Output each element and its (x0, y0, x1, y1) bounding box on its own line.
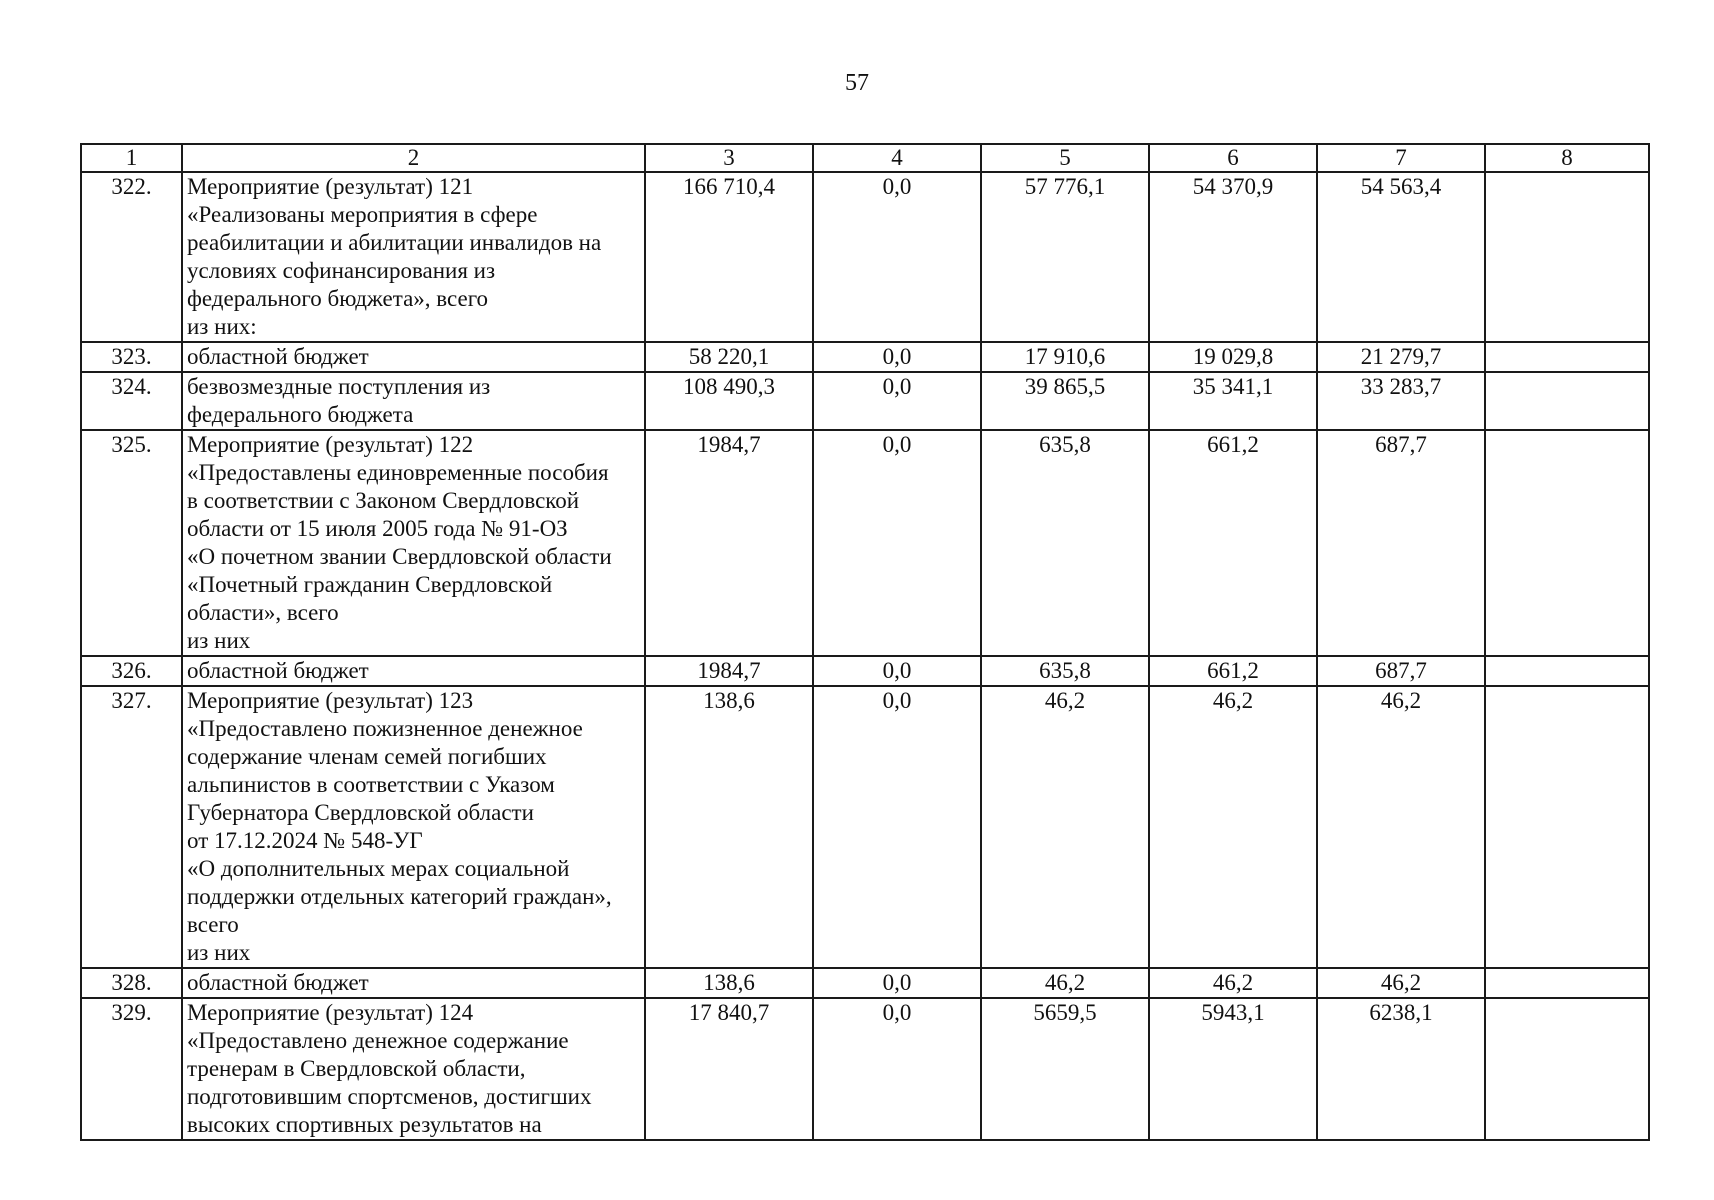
header-col-4: 4 (813, 144, 981, 172)
row-name: Мероприятие (результат) 121 «Реализованы мероприятия в сфере реабилитации и абилитации инвалидов на условиях софинансирования из федерального бюджета», всего из них: (182, 172, 645, 342)
header-col-2: 2 (182, 144, 645, 172)
cell-col-7: 21 279,7 (1317, 342, 1485, 372)
header-col-8: 8 (1485, 144, 1649, 172)
table-row (81, 686, 1649, 968)
table-row (81, 998, 1649, 1140)
row-name: Мероприятие (результат) 123 «Предоставлено пожизненное денежное содержание членам семей погибших альпинистов в соответствии с Указом Губернатора Свердловской области от 17.12.2024 № 548-УГ «О дополнительных мерах социальной поддержки отдельных категорий граждан», всего из них (182, 686, 645, 968)
cell-col-4: 0,0 (813, 372, 981, 430)
row-number: 323. (81, 342, 182, 372)
header-col-7: 7 (1317, 144, 1485, 172)
row-name: областной бюджет (182, 342, 645, 372)
cell-col-6: 19 029,8 (1149, 342, 1317, 372)
cell-col-5: 17 910,6 (981, 342, 1149, 372)
budget-table (80, 143, 1650, 1141)
cell-col-7: 54 563,4 (1317, 172, 1485, 342)
header-col-6: 6 (1149, 144, 1317, 172)
cell-col-6: 35 341,1 (1149, 372, 1317, 430)
cell-col-4: 0,0 (813, 656, 981, 686)
table-row (81, 342, 1649, 372)
row-number: 324. (81, 372, 182, 430)
header-col-5: 5 (981, 144, 1149, 172)
cell-col-3: 138,6 (645, 686, 813, 968)
table-row (81, 656, 1649, 686)
header-col-1: 1 (81, 144, 182, 172)
row-name: Мероприятие (результат) 122 «Предоставлены единовременные пособия в соответствии с Законом Свердловской области от 15 июля 2005 года № 91-ОЗ «О почетном звании Свердловской области «Почетный гражданин Свердловской области», всего из них (182, 430, 645, 656)
cell-col-6: 661,2 (1149, 430, 1317, 656)
cell-col-3: 138,6 (645, 968, 813, 998)
cell-col-4: 0,0 (813, 172, 981, 342)
cell-col-6: 46,2 (1149, 686, 1317, 968)
header-col-3: 3 (645, 144, 813, 172)
cell-col-8 (1485, 172, 1649, 342)
cell-col-4: 0,0 (813, 342, 981, 372)
row-number: 329. (81, 998, 182, 1140)
cell-col-3: 108 490,3 (645, 372, 813, 430)
row-number: 325. (81, 430, 182, 656)
table-row (81, 430, 1649, 656)
cell-col-3: 58 220,1 (645, 342, 813, 372)
cell-col-5: 46,2 (981, 686, 1149, 968)
cell-col-6: 661,2 (1149, 656, 1317, 686)
cell-col-4: 0,0 (813, 686, 981, 968)
row-number: 322. (81, 172, 182, 342)
cell-col-3: 1984,7 (645, 656, 813, 686)
cell-col-5: 5659,5 (981, 998, 1149, 1140)
row-number: 328. (81, 968, 182, 998)
cell-col-3: 166 710,4 (645, 172, 813, 342)
cell-col-8 (1485, 998, 1649, 1140)
cell-col-6: 54 370,9 (1149, 172, 1317, 342)
row-number: 326. (81, 656, 182, 686)
cell-col-8 (1485, 968, 1649, 998)
cell-col-4: 0,0 (813, 430, 981, 656)
cell-col-5: 39 865,5 (981, 372, 1149, 430)
cell-col-8 (1485, 656, 1649, 686)
table-row (81, 968, 1649, 998)
cell-col-7: 46,2 (1317, 686, 1485, 968)
row-name: областной бюджет (182, 968, 645, 998)
cell-col-8 (1485, 372, 1649, 430)
cell-col-7: 33 283,7 (1317, 372, 1485, 430)
cell-col-5: 635,8 (981, 656, 1149, 686)
page-number: 57 (845, 70, 869, 96)
table-row (81, 172, 1649, 342)
cell-col-5: 635,8 (981, 430, 1149, 656)
cell-col-7: 687,7 (1317, 656, 1485, 686)
cell-col-4: 0,0 (813, 968, 981, 998)
cell-col-6: 5943,1 (1149, 998, 1317, 1140)
cell-col-4: 0,0 (813, 998, 981, 1140)
row-number: 327. (81, 686, 182, 968)
row-name: областной бюджет (182, 656, 645, 686)
table-row (81, 372, 1649, 430)
row-name: Мероприятие (результат) 124 «Предоставлено денежное содержание тренерам в Свердловской области, подготовившим спортсменов, достигших высоких спортивных результатов на (182, 998, 645, 1140)
cell-col-8 (1485, 342, 1649, 372)
cell-col-7: 687,7 (1317, 430, 1485, 656)
row-name: безвозмездные поступления из федерального бюджета (182, 372, 645, 430)
cell-col-7: 6238,1 (1317, 998, 1485, 1140)
cell-col-5: 57 776,1 (981, 172, 1149, 342)
header-row (81, 144, 1649, 172)
cell-col-7: 46,2 (1317, 968, 1485, 998)
cell-col-3: 1984,7 (645, 430, 813, 656)
cell-col-8 (1485, 686, 1649, 968)
cell-col-3: 17 840,7 (645, 998, 813, 1140)
cell-col-6: 46,2 (1149, 968, 1317, 998)
cell-col-8 (1485, 430, 1649, 656)
cell-col-5: 46,2 (981, 968, 1149, 998)
